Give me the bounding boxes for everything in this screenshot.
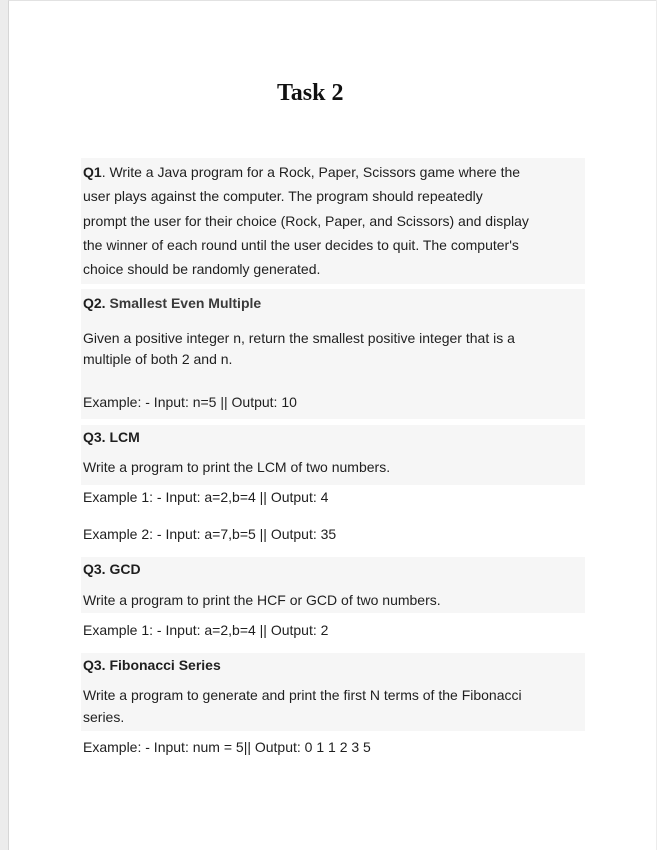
q2-heading <box>83 295 261 312</box>
q1-line-5: choice should be randomly generated. <box>83 261 321 277</box>
q3-lcm-desc: Write a program to print the LCM of two numbers. <box>83 459 391 475</box>
q3-lcm-example-2: Example 2: - Input: a=7,b=5 || Output: 35 <box>83 526 337 542</box>
q2-example: Example: - Input: n=5 || Output: 10 <box>83 394 297 410</box>
q1-line-2: user plays against the computer. The program should repeatedly <box>83 188 483 204</box>
q3-lcm-highlight <box>81 425 585 485</box>
q1-line-3: prompt the user for their choice (Rock, Paper, and Scissors) and display <box>83 213 529 229</box>
q2-desc-2: multiple of both 2 and n. <box>83 351 233 367</box>
q3-lcm-heading: Q3. LCM <box>83 429 140 445</box>
q3-fib-desc-1: Write a program to generate and print the first N terms of the Fibonacci <box>83 687 522 703</box>
q1-label: Q1 <box>83 164 102 180</box>
q2-desc-1: Given a positive integer n, return the smallest positive integer that is a <box>83 330 515 346</box>
q3-fib-heading: Q3. Fibonacci Series <box>83 657 221 673</box>
q1-line-4: the winner of each round until the user decides to quit. The computer's <box>83 237 519 253</box>
q3-gcd-heading: Q3. GCD <box>83 561 141 577</box>
page-title: Task 2 <box>277 80 344 106</box>
q3-lcm-example-1: Example 1: - Input: a=2,b=4 || Output: 4 <box>83 489 329 505</box>
q3-fib-desc-2: series. <box>83 709 125 725</box>
q1-line-1 <box>83 164 520 181</box>
q2-label: Q2. <box>83 295 106 311</box>
q3-gcd-example-1: Example 1: - Input: a=2,b=4 || Output: 2 <box>83 622 329 638</box>
q3-fib-example: Example: - Input: num = 5|| Output: 0 1 1 2 3 5 <box>83 739 371 755</box>
q1-text-1: . Write a Java program for a Rock, Paper, Scissors game where the <box>101 164 521 180</box>
document-page <box>8 0 656 850</box>
q3-gcd-desc: Write a program to print the HCF or GCD of two numbers. <box>83 592 441 608</box>
q2-title: Smallest Even Multiple <box>109 295 262 311</box>
